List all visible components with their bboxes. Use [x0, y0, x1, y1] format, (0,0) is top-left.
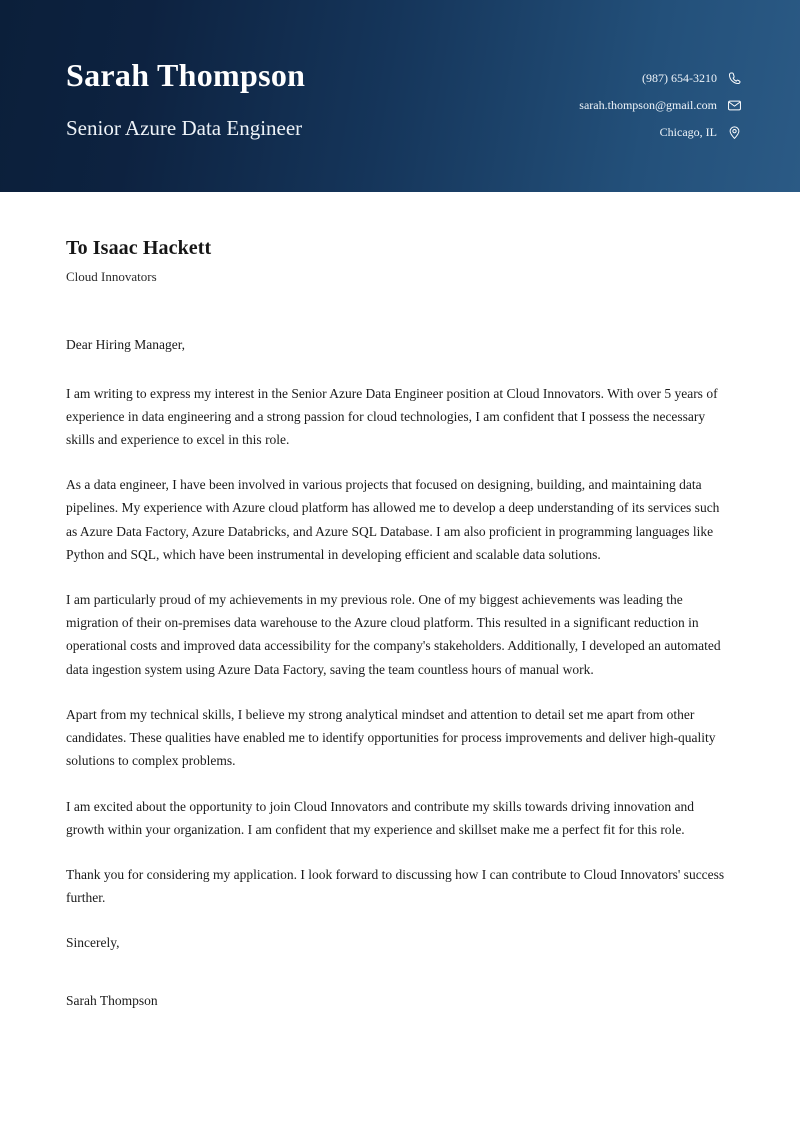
candidate-job-title: Senior Azure Data Engineer [66, 116, 303, 141]
candidate-name: Sarah Thompson [66, 57, 306, 93]
candidate-identity [66, 58, 305, 140]
phone-number-text: (987) 654-3210 [642, 71, 717, 85]
letter-paragraph: Thank you for considering my application. I look forward to discussing how I can contribute to Cloud Innovators' success further. [66, 867, 725, 906]
email-address-text: sarah.thompson@gmail.com [579, 98, 717, 112]
closing-salutation: Sincerely, [66, 935, 120, 951]
contact-row-email[interactable] [579, 97, 742, 113]
recipient-company: Cloud Innovators [66, 269, 157, 284]
letter-paragraph: Apart from my technical skills, I believe my strong analytical mindset and attention to detail set me apart from other candidates. These qualities have enabled me to identify opportunities for process improvements and deliver high-quality solutions to complex problems. [66, 706, 716, 769]
phone-icon [726, 70, 742, 86]
letter-body [0, 192, 800, 1012]
contact-row-location[interactable] [660, 124, 742, 140]
letter-paragraph: I am excited about the opportunity to join Cloud Innovators and contribute my skills towards driving innovation and growth within your organization. I am confident that my experience and skillset make me a perfect fit for this role. [66, 798, 695, 837]
contact-block [579, 70, 742, 140]
recipient-block [66, 236, 734, 285]
letter-paragraphs [66, 382, 734, 910]
recipient-name: To Isaac Hackett [66, 237, 212, 259]
salutation: Dear Hiring Manager, [66, 336, 186, 352]
contact-row-phone[interactable] [642, 70, 742, 86]
location-text: Chicago, IL [659, 125, 717, 139]
letter-paragraph: I am particularly proud of my achievements in my previous role. One of my biggest achievements was leading the migration of their on-premises data warehouse to the Azure cloud platform. This resulted in a significant reduction in operational costs and improved data accessibility for the company's stakeholders. Additionally, I developed an automated data ingestion system using Azure Data Factory, saving the team countless hours of manual work. [66, 592, 721, 677]
letter-closing [66, 931, 734, 1011]
letter-header [0, 0, 800, 192]
location-pin-icon [726, 124, 742, 140]
signature-name: Sarah Thompson [66, 992, 158, 1008]
letter-paragraph: As a data engineer, I have been involved in various projects that focused on designing, building, and maintaining data pipelines. My experience with Azure cloud platform has allowed me to develop a deep understanding of its services such as Azure Data Factory, Azure Databricks, and Azure SQL Database. I am also proficient in programming languages like Python and SQL, which have been instrumental in developing efficient and scalable data solutions. [66, 477, 720, 562]
letter-paragraph: I am writing to express my interest in the Senior Azure Data Engineer position at Cloud Innovators. With over 5 years of experience in data engineering and a strong passion for cloud technologies, I am confident that I possess the necessary skills and experience to excel in this role. [66, 385, 718, 447]
envelope-icon [726, 97, 742, 113]
